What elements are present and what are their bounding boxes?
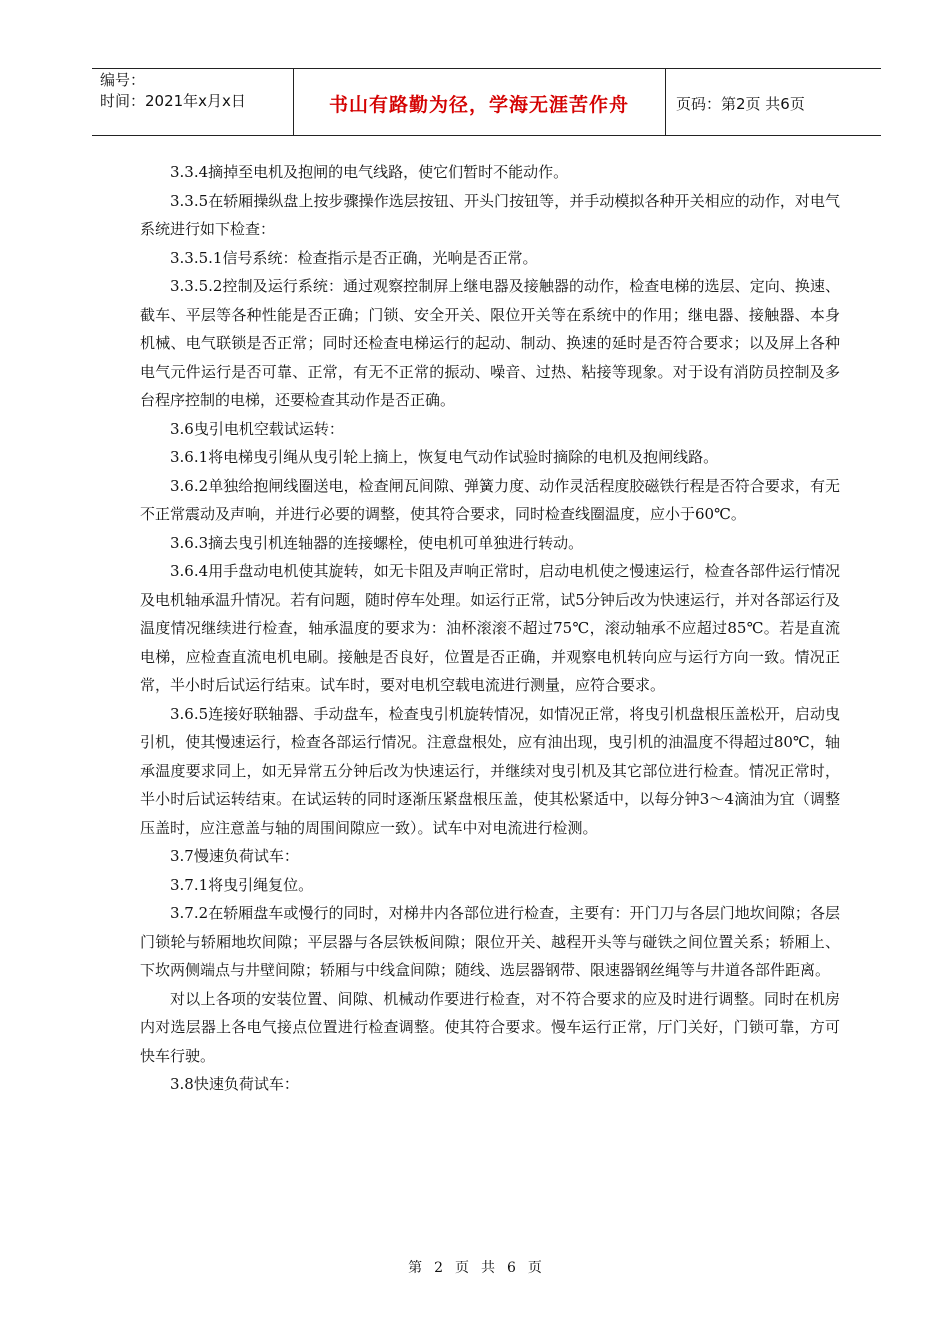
header-divider-right: [665, 68, 666, 135]
footer-total-suffix: 页: [527, 1260, 542, 1276]
document-body: [140, 158, 840, 1099]
paragraph: 3.3.5.2控制及运行系统：通过观察控制屏上继电器及接触器的动作，检查电梯的选层、定向、换速、截车、平层等各种性能是否正确；门锁、安全开关、限位开关等在系统中的作用；继电器、接触器、本身机械、电气联锁是否正常；同时还检查电梯运行的起动、制动、换速的延时是否符合要求；以及屏上各种电气元件运行是否可靠、正常，有无不正常的振动、噪音、过热、粘接等现象。对于设有消防员控制及多台程序控制的电梯，还要检查其动作是否正确。: [140, 277, 840, 409]
paragraph: 3.6.1将电梯曳引绳从曳引轮上摘上，恢复电气动作试验时摘除的电机及抱闸线路。: [170, 448, 719, 466]
paragraph: 3.3.5在轿厢操纵盘上按步骤操作选层按钮、开头门按钮等，并手动模拟各种开关相应的动作，对电气系统进行如下检查：: [140, 191, 840, 238]
footer-current-page: 2: [434, 1260, 443, 1276]
paragraph: 3.6.4用手盘动电机使其旋转，如无卡阻及声响正常时，启动电机使之慢速运行，检查各部件运行情况及电机轴承温升情况。若有问题，随时停车处理。如运行正常，试5分钟后改为快速运行，并对各部运行及温度情况继续进行检查，轴承温度的要求为：油杯滚滚不超过75℃，滚动轴承不应超过85℃。若是直流电梯，应检查直流电机电刷。接触是否良好，位置是否正确，并观察电机转向应与运行方向一致。情况正常，半小时后试运行结束。试车时，要对电机空载电流进行测量，应符合要求。: [140, 562, 840, 694]
footer-page-suffix: 页: [455, 1260, 469, 1276]
header-meta: [100, 70, 246, 112]
header-motto: 书山有路勤为径，学海无涯苦作舟: [328, 94, 629, 116]
paragraph: 3.3.4摘掉至电机及抱闸的电气线路，使它们暂时不能动作。: [170, 163, 569, 181]
paragraph: 对以上各项的安装位置、间隙、机械动作要进行检查，对不符合要求的应及时进行调整。同时在机房内对选层器上各电气接点位置进行检查调整。使其符合要求。慢车运行正常，厅门关好，门锁可靠，方可快车行驶。: [140, 989, 840, 1065]
header-bottom-rule: [92, 135, 881, 136]
page-footer: [0, 1257, 950, 1277]
header-page-label: 页码：第2页 共6页: [676, 95, 805, 113]
footer-total-pages: 6: [507, 1260, 516, 1276]
footer-page-word: 第: [408, 1260, 423, 1276]
paragraph: 3.7.1将曳引绳复位。: [170, 875, 314, 894]
paragraph: 3.6.3摘去曳引机连轴器的连接螺栓，使电机可单独进行转动。: [170, 533, 584, 552]
paragraph: 3.6曳引电机空载试运转：: [170, 419, 344, 438]
paragraph: 3.6.2单独给抱闸线圈送电，检查闸瓦间隙、弹簧力度、动作灵活程度胶磁铁行程是否符合要求，有无不正常震动及声响，并进行必要的调整，使其符合要求，同时检查线圈温度，应小于60℃。: [140, 476, 840, 523]
header-time-label: 时间：2021年x月x日: [100, 92, 246, 110]
header-top-rule: [92, 68, 881, 69]
paragraph: 3.3.5.1信号系统：检查指示是否正确，光响是否正常。: [170, 248, 538, 267]
paragraph: 3.7慢速负荷试车：: [170, 847, 299, 865]
paragraph: 3.8快速负荷试车：: [170, 1075, 299, 1093]
footer-total-prefix: 共: [481, 1260, 495, 1276]
paragraph: 3.7.2在轿厢盘车或慢行的同时，对梯井内各部位进行检查，主要有：开门刀与各层门地坎间隙；各层门锁轮与轿厢地坎间隙；平层器与各层铁板间隙；限位开关、越程开头等与碰铁之间位置关系；轿厢上、下坎两侧端点与井壁间隙；轿厢与中线盒间隙；随线、选层器钢带、限速器钢丝绳等与井道各部件距离。: [140, 904, 840, 979]
paragraph: 3.6.5连接好联轴器、手动盘车，检查曳引机旋转情况，如情况正常，将曳引机盘根压盖松开，启动曳引机，使其慢速运行，检查各部运行情况。注意盘根处，应有油出现，曳引机的油温度不得超过80℃，轴承温度要求同上，如无异常五分钟后改为快速运行，并继续对曳引机及其它部位进行检查。情况正常时，半小时后试运转结束。在试运转的同时逐渐压紧盘根压盖，使其松紧适中，以每分钟3～4滴油为宜（调整压盖时，应注意盖与轴的周围间隙应一致）。试车中对电流进行检测。: [140, 704, 840, 837]
header-number-label: 编号：: [100, 71, 146, 89]
